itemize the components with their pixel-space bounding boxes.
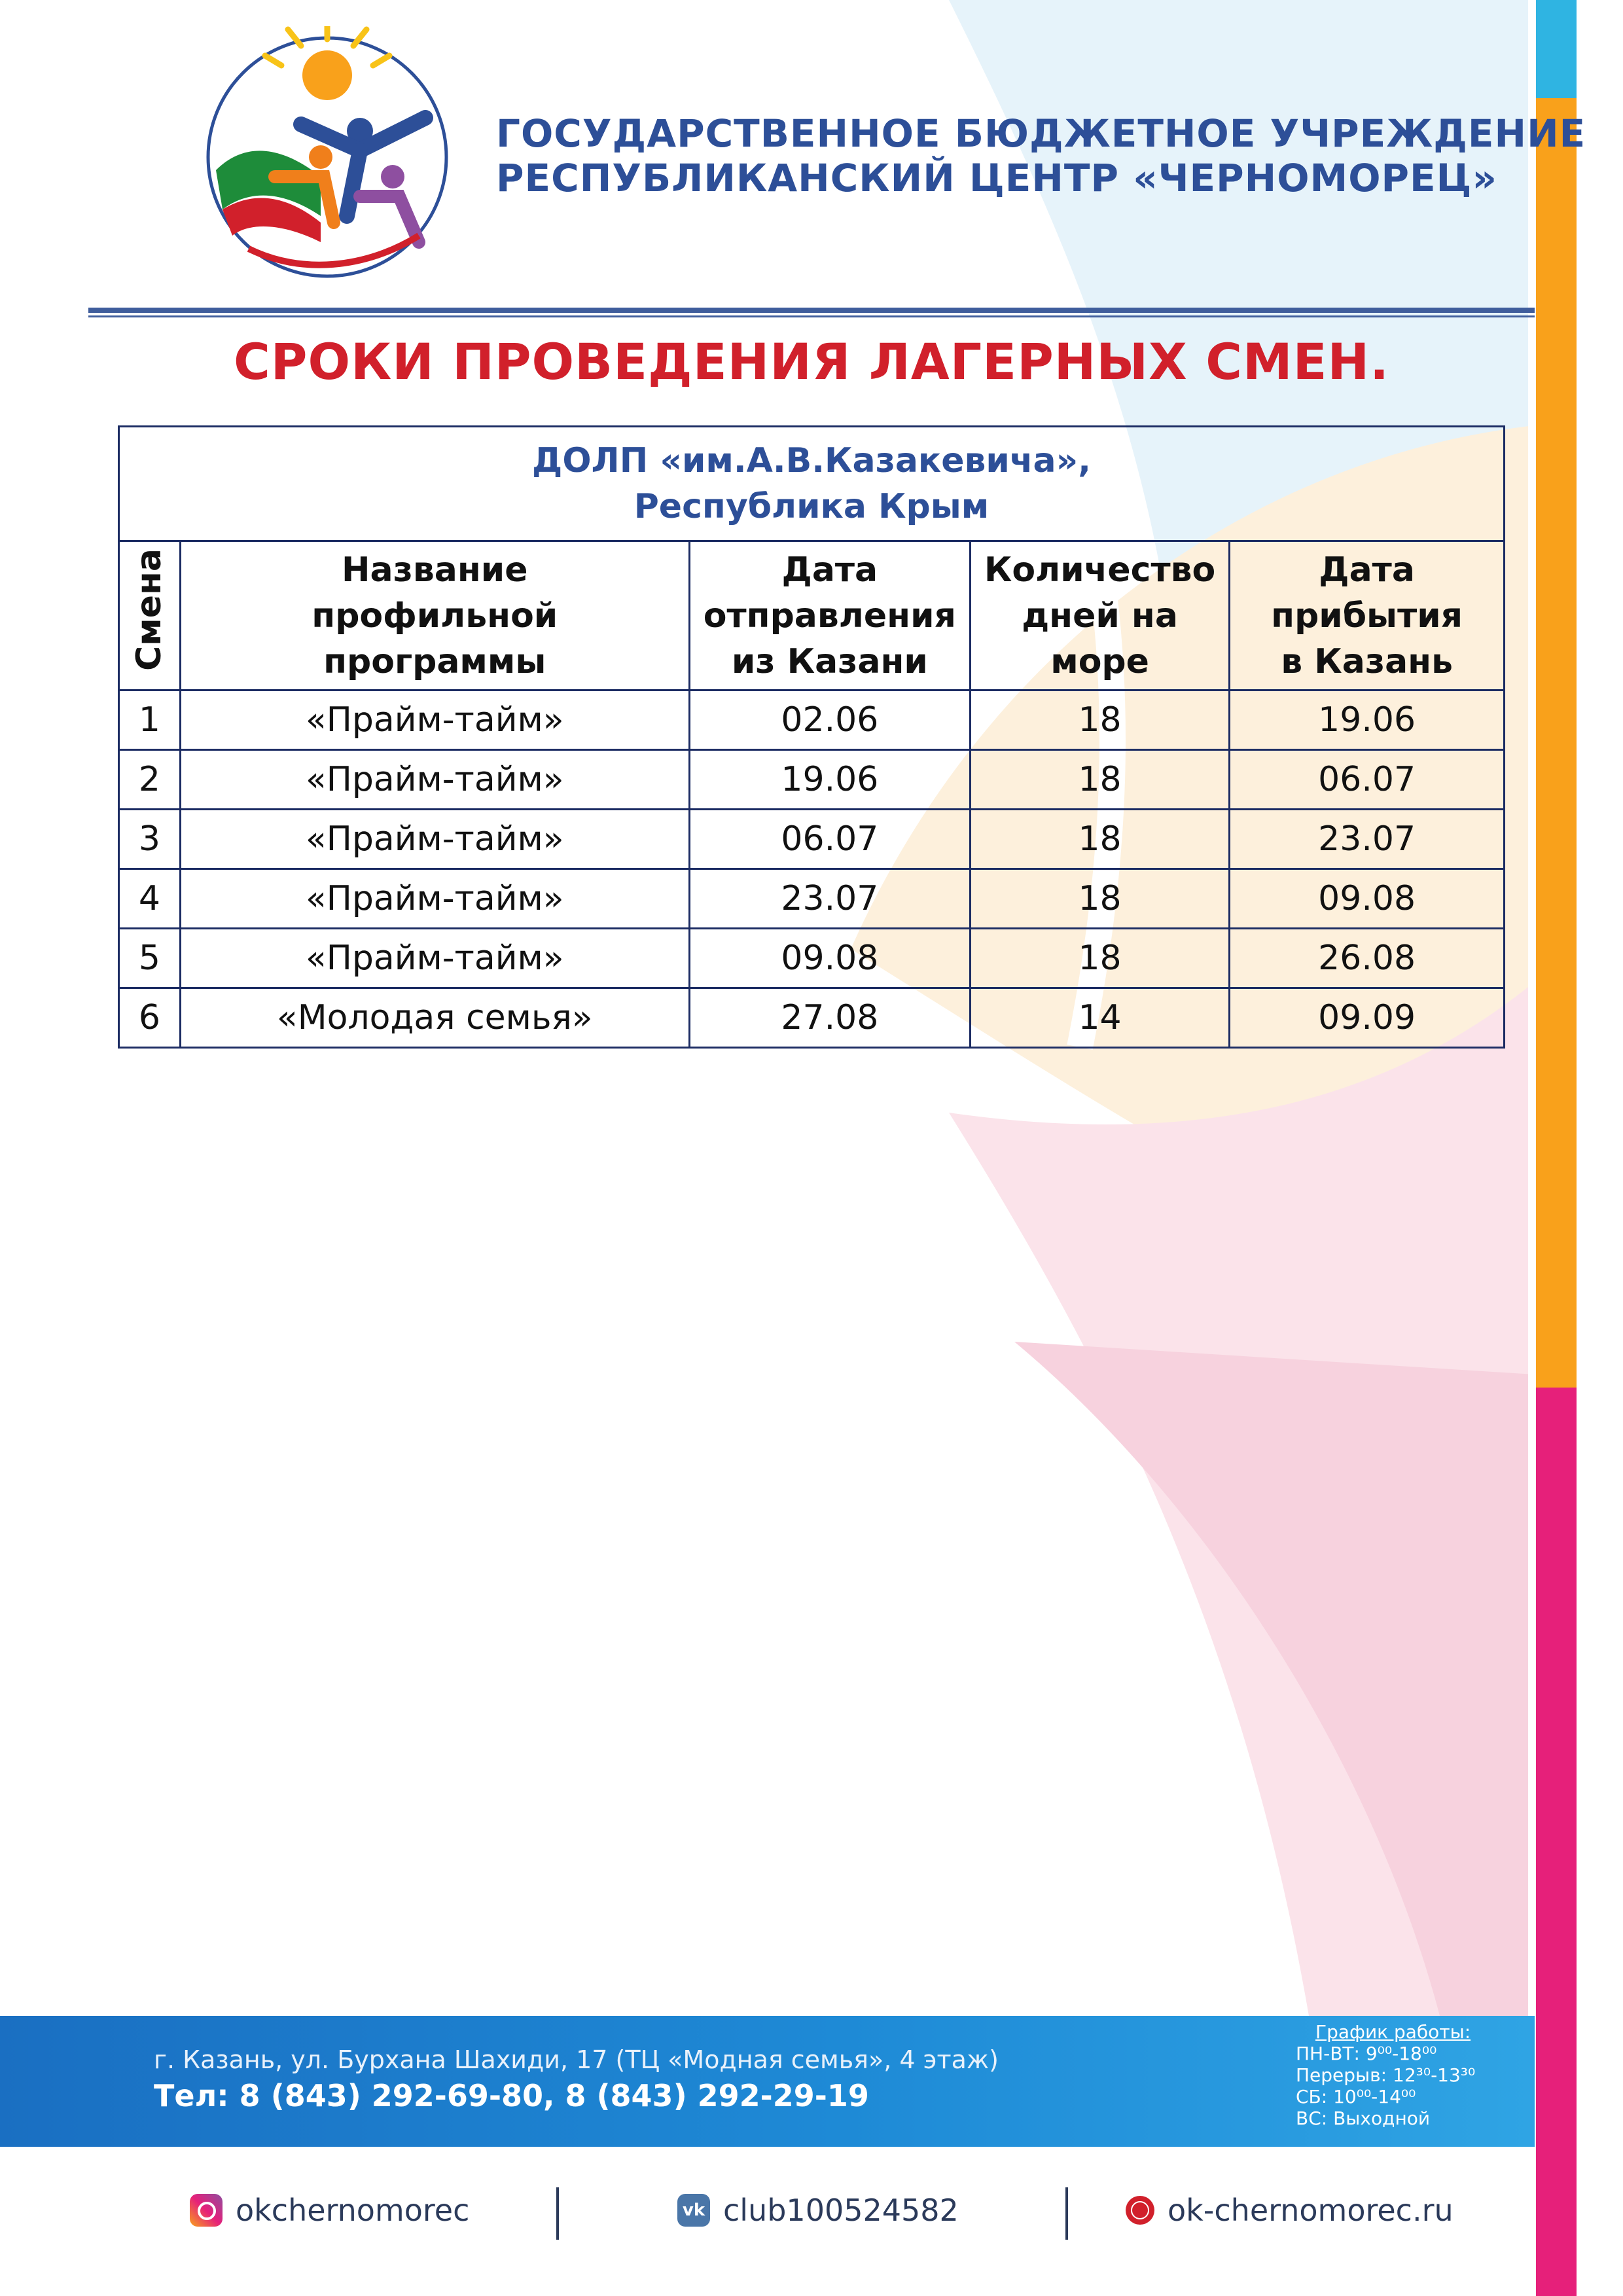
cell-shift: 5 — [119, 929, 181, 988]
vk-handle: club100524582 — [723, 2193, 959, 2228]
vk-icon: vk — [677, 2194, 710, 2227]
side-stripe-pink — [1535, 1388, 1577, 2296]
working-hours-line: СБ: 10⁰⁰-14⁰⁰ — [1296, 2086, 1416, 2108]
cell-arrival: 09.09 — [1230, 988, 1505, 1048]
org-name-line1: ГОСУДАРСТВЕННОЕ БЮДЖЕТНОЕ УЧРЕЖДЕНИЕ — [496, 111, 1586, 156]
website-url: ok-chernomorec.ru — [1168, 2193, 1454, 2228]
footer-separator — [556, 2187, 559, 2240]
cell-shift: 6 — [119, 988, 181, 1048]
working-hours — [1296, 2021, 1475, 2129]
page-title: СРОКИ ПРОВЕДЕНИЯ ЛАГЕРНЫХ СМЕН. — [233, 332, 1389, 391]
cell-program: «Прайм-тайм» — [180, 810, 689, 869]
table-row — [119, 691, 1505, 750]
col-header-departure: Дата отправления из Казани — [689, 541, 970, 691]
header-divider — [88, 308, 1535, 313]
col-header-shift: Смена — [119, 541, 181, 691]
table-row — [119, 810, 1505, 869]
working-hours-line: ВС: Выходной — [1296, 2108, 1431, 2129]
globe-icon — [1126, 2196, 1154, 2225]
cell-days: 18 — [970, 750, 1229, 810]
camp-location: Республика Крым — [633, 487, 990, 526]
organization-logo — [203, 26, 452, 281]
working-hours-line: ПН-ВТ: 9⁰⁰-18⁰⁰ — [1296, 2043, 1437, 2064]
cell-departure: 02.06 — [689, 691, 970, 750]
instagram-icon — [190, 2194, 223, 2227]
cell-arrival: 19.06 — [1230, 691, 1505, 750]
footer-separator — [1065, 2187, 1068, 2240]
cell-departure: 06.07 — [689, 810, 970, 869]
table-row — [119, 869, 1505, 929]
cell-departure: 23.07 — [689, 869, 970, 929]
cell-departure: 19.06 — [689, 750, 970, 810]
working-hours-line: Перерыв: 12³⁰-13³⁰ — [1296, 2064, 1476, 2086]
instagram-handle: okchernomorec — [236, 2193, 470, 2228]
vk-link[interactable] — [677, 2193, 959, 2228]
cell-days: 18 — [970, 691, 1229, 750]
cell-arrival: 09.08 — [1230, 869, 1505, 929]
instagram-link[interactable] — [190, 2193, 469, 2228]
cell-arrival: 26.08 — [1230, 929, 1505, 988]
cell-program: «Молодая семья» — [180, 988, 689, 1048]
cell-program: «Прайм-тайм» — [180, 869, 689, 929]
cell-departure: 27.08 — [689, 988, 970, 1048]
schedule-table — [118, 425, 1505, 1049]
header-divider-thin — [88, 315, 1535, 317]
cell-shift: 1 — [119, 691, 181, 750]
cell-departure: 09.08 — [689, 929, 970, 988]
side-stripe-orange — [1535, 98, 1577, 1453]
footer-phone: Тел: 8 (843) 292-69-80, 8 (843) 292-29-19 — [154, 2078, 869, 2113]
cell-program: «Прайм-тайм» — [180, 691, 689, 750]
camp-name: ДОЛП «им.А.В.Казакевича», — [532, 441, 1091, 480]
cell-days: 18 — [970, 929, 1229, 988]
cell-shift: 2 — [119, 750, 181, 810]
cell-days: 14 — [970, 988, 1229, 1048]
website-link[interactable] — [1126, 2193, 1454, 2228]
org-name-line2: РЕСПУБЛИКАНСКИЙ ЦЕНТР «ЧЕРНОМОРЕЦ» — [496, 156, 1497, 200]
table-row — [119, 750, 1505, 810]
cell-days: 18 — [970, 810, 1229, 869]
cell-days: 18 — [970, 869, 1229, 929]
cell-arrival: 23.07 — [1230, 810, 1505, 869]
working-hours-title: График работы: — [1315, 2021, 1471, 2043]
col-header-program: Название профильной программы — [180, 541, 689, 691]
cell-program: «Прайм-тайм» — [180, 929, 689, 988]
organization-name — [496, 111, 1586, 200]
col-header-arrival: Дата прибытия в Казань — [1230, 541, 1505, 691]
table-row — [119, 929, 1505, 988]
cell-shift: 4 — [119, 869, 181, 929]
cell-shift: 3 — [119, 810, 181, 869]
footer-address: г. Казань, ул. Бурхана Шахиди, 17 (ТЦ «Модная семья», 4 этаж) — [154, 2045, 999, 2074]
cell-arrival: 06.07 — [1230, 750, 1505, 810]
camp-name-cell — [119, 427, 1505, 541]
col-header-days: Количество дней на море — [970, 541, 1229, 691]
cell-program: «Прайм-тайм» — [180, 750, 689, 810]
table-row — [119, 988, 1505, 1048]
